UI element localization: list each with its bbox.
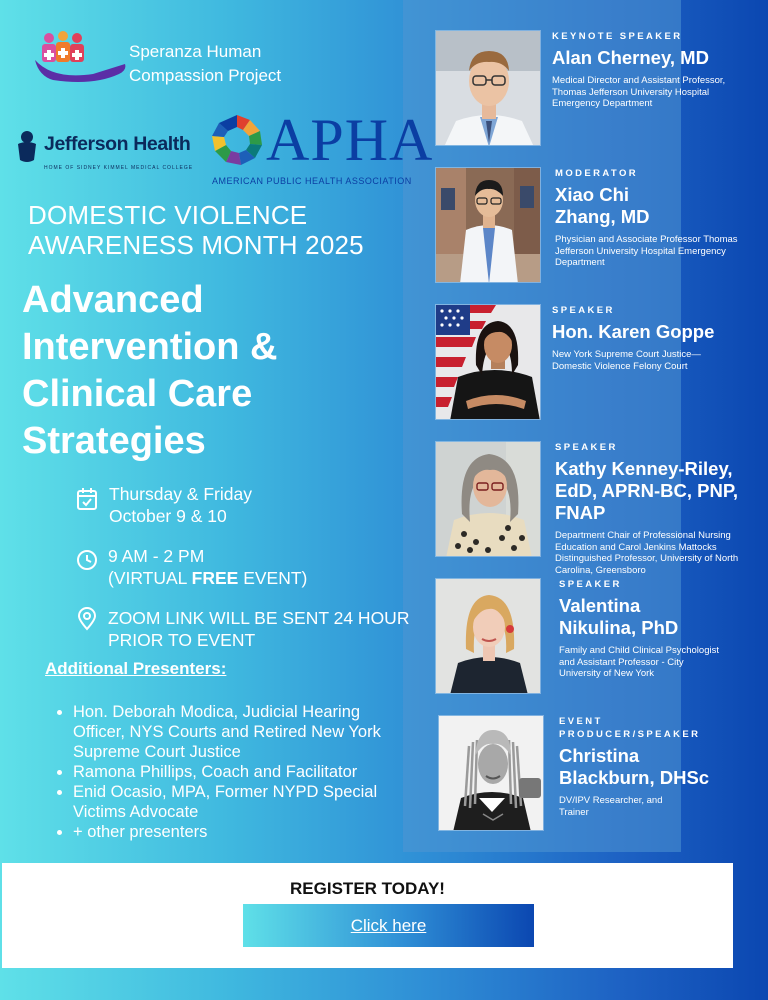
event-title-line4: Strategies (22, 420, 206, 462)
speaker-info (552, 30, 752, 110)
apha-full-name: AMERICAN PUBLIC HEALTH ASSOCIATION (212, 176, 412, 186)
jefferson-name: Jefferson Health (44, 133, 191, 155)
event-zoom-line2: PRIOR TO EVENT (108, 630, 256, 650)
event-time-line1: 9 AM - 2 PM (108, 546, 205, 566)
event-subtitle (28, 200, 364, 260)
event-title-line1: Advanced (22, 279, 204, 321)
event-title-line3: Clinical Care (22, 373, 253, 415)
speaker-description: Physician and Associate Professor Thomas Jefferson University Hospital Emergency Department (555, 234, 738, 268)
speranza-logo (33, 30, 128, 82)
register-button-label[interactable]: Click here (350, 916, 427, 935)
additional-presenters-list (54, 702, 399, 842)
apha-logo-icon (210, 113, 264, 167)
speaker-description: DV/IPV Researcher, and Trainer (559, 795, 663, 818)
event-title (22, 277, 402, 465)
event-date-text (109, 483, 252, 527)
speranza-name (129, 40, 281, 88)
jefferson-tagline: HOME OF SIDNEY KIMMEL MEDICAL COLLEGE (44, 165, 194, 171)
speaker-role: MODERATOR (555, 168, 638, 179)
speaker-photo (438, 715, 544, 831)
speaker-photo (435, 441, 541, 557)
list-item: + other presenters (54, 822, 399, 842)
speaker-info (559, 578, 759, 680)
list-item: Hon. Deborah Modica, Judicial Hearing Officer, NYS Courts and Retired New York Supreme Court Justice (54, 702, 399, 762)
event-subtitle-line2: AWARENESS MONTH 2025 (28, 230, 364, 260)
speaker-photo (435, 578, 541, 694)
event-time-suffix: EVENT) (238, 568, 308, 588)
speaker-info (555, 167, 755, 269)
additional-presenters-heading: Additional Presenters: (45, 659, 227, 678)
speaker-photo (435, 304, 541, 420)
speaker-name: Christina Blackburn, DHSc (559, 745, 710, 788)
list-item: Ramona Phillips, Coach and Facilitator (54, 762, 399, 782)
jefferson-logo-icon (15, 130, 39, 164)
speaker-role: SPEAKER (552, 305, 615, 316)
calendar-check-icon (76, 487, 98, 511)
event-title-line2: Intervention & (22, 326, 278, 368)
event-time-prefix: (VIRTUAL (108, 568, 192, 588)
register-button[interactable] (243, 904, 534, 947)
speranza-name-line1: Speranza Human (129, 42, 262, 61)
event-time-line2 (108, 567, 307, 589)
event-location-text (108, 607, 409, 651)
speaker-description: Family and Child Clinical Psychologist and Assistant Professor - City University of New York (559, 645, 719, 679)
speaker-description: Medical Director and Assistant Professor, Thomas Jefferson University Hospital Emergency Department (552, 75, 726, 109)
speaker-info (552, 304, 762, 372)
list-item: Enid Ocasio, MPA, Former NYPD Special Victims Advocate (54, 782, 399, 822)
speaker-role: SPEAKER (555, 442, 618, 453)
speaker-description: New York Supreme Court Justice—Domestic Violence Felony Court (552, 349, 701, 372)
speranza-name-line2: Compassion Project (129, 66, 282, 85)
speaker-name: Kathy Kenney-Riley, EdD, APRN-BC, PNP, FNAP (555, 458, 738, 523)
location-pin-icon (76, 607, 98, 631)
speaker-role: SPEAKER (559, 579, 622, 590)
speaker-name: Alan Cherney, MD (552, 47, 709, 68)
speaker-photo (435, 167, 541, 283)
register-box (2, 863, 733, 968)
event-time-free: FREE (191, 568, 239, 588)
apha-name: APHA (266, 107, 434, 173)
event-date-line2: October 9 & 10 (109, 506, 227, 526)
speaker-photo (435, 30, 541, 146)
register-title: REGISTER TODAY! (290, 879, 445, 898)
speaker-role: KEYNOTE SPEAKER (552, 31, 683, 42)
speaker-description: Department Chair of Professional Nursing Education and Carol Jenkins Mattocks Distinguished Professor, University of North Carolina, Greensboro (555, 530, 739, 576)
speaker-name: Valentina Nikulina, PhD (559, 595, 679, 638)
event-time-text (108, 545, 307, 589)
speaker-name: Hon. Karen Goppe (552, 321, 715, 342)
event-zoom-line1: ZOOM LINK WILL BE SENT 24 HOUR (108, 608, 410, 628)
speaker-info (555, 441, 765, 576)
event-date-line1: Thursday & Friday (109, 484, 252, 504)
speaker-role: EVENT PRODUCER/SPEAKER (559, 716, 701, 740)
speaker-info (559, 715, 759, 818)
clock-icon (76, 549, 98, 571)
speaker-name: Xiao Chi Zhang, MD (555, 184, 650, 227)
event-subtitle-line1: DOMESTIC VIOLENCE (28, 200, 308, 230)
